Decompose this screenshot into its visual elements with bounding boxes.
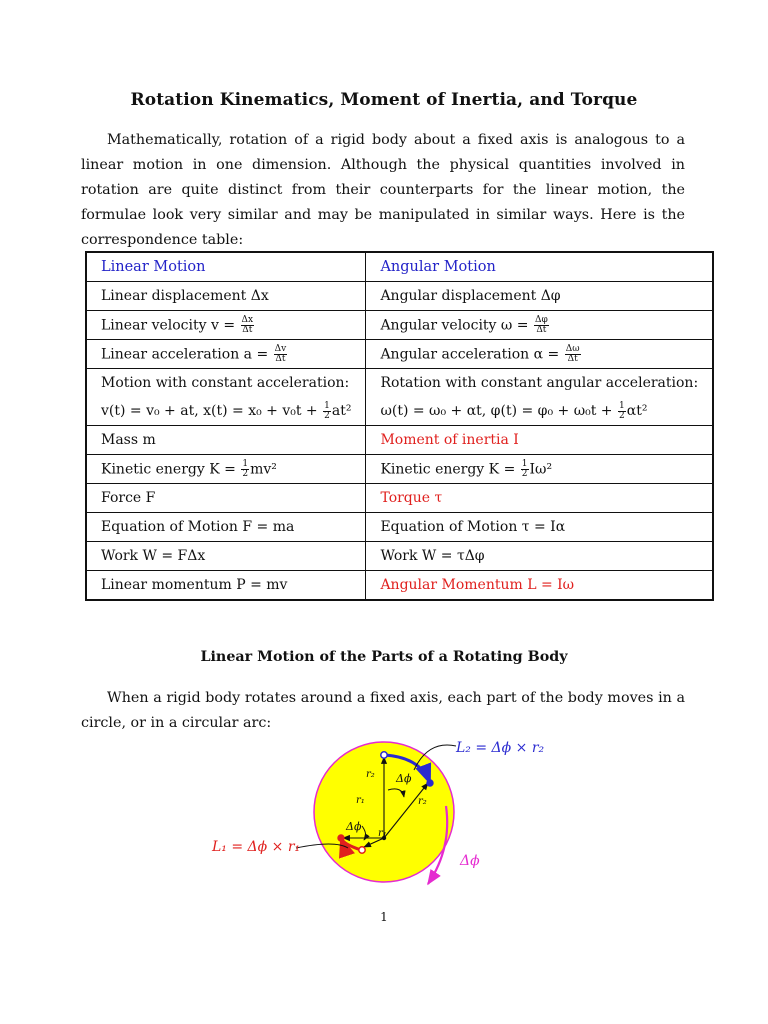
cell-work-linear: Work W = FΔx	[86, 542, 366, 571]
frac-den: Δt	[275, 353, 286, 364]
header-linear: Linear Motion	[86, 252, 366, 282]
frac-num: 1	[521, 458, 528, 469]
frac-den: 2	[619, 410, 625, 421]
label-L1: L₁ = Δϕ × r₁	[212, 839, 301, 855]
blue-point-start	[381, 752, 387, 758]
label-L2: L₂ = Δϕ × r₂	[456, 740, 545, 756]
constant-angular-heading: Rotation with constant angular acceleration:	[380, 375, 699, 391]
frac-num: Δω	[565, 343, 580, 354]
frac-num: 1	[619, 400, 625, 411]
label-dphi-outer: Δϕ	[460, 853, 480, 869]
blue-point-end	[427, 780, 433, 786]
label-r2-upper: r₂	[366, 769, 375, 780]
header-angular: Angular Motion	[366, 252, 713, 282]
frac-den: 2	[521, 468, 528, 479]
ke-text: Kinetic energy K =	[380, 461, 520, 477]
frac-den: Δt	[536, 324, 547, 335]
linear-acceleration-text: Linear acceleration a =	[101, 346, 273, 362]
frac-num: 1	[324, 400, 330, 411]
cell-force: Force F	[86, 484, 366, 513]
eq-tail: Iω²	[529, 461, 553, 477]
red-point-start	[359, 847, 365, 853]
cell-moment-of-inertia: Moment of inertia I	[366, 426, 713, 455]
eq-tail: at²	[331, 403, 352, 419]
cell-equation-linear: Equation of Motion F = ma	[86, 513, 366, 542]
frac-num: Δx	[241, 314, 254, 325]
cell-torque: Torque τ	[366, 484, 713, 513]
page-title: Rotation Kinematics, Moment of Inertia, and Torque	[130, 90, 638, 110]
frac-den: 2	[324, 410, 330, 421]
red-point-end	[338, 835, 344, 841]
eq-tail: αt²	[626, 403, 648, 419]
intro-text: Mathematically, rotation of a rigid body about a fixed axis is analogous to a linear motion in one dimension. Although the physical quantities involved in rotation are quite distinct from their counterparts for the linear motion, the formulae look very similar and may be manipulated in similar ways. Here is the correspondence table:	[81, 132, 685, 248]
cell-equation-angular: Equation of Motion τ = Iα	[366, 513, 713, 542]
constant-acceleration-eq: v(t) = v₀ + at, x(t) = x₀ + v₀t +	[101, 403, 323, 419]
frac-num: Δφ	[534, 314, 548, 325]
angular-velocity-text: Angular velocity ω =	[380, 317, 533, 333]
frac-den: 2	[242, 468, 249, 479]
page-number: 1	[380, 910, 388, 924]
linear-velocity-text: Linear velocity v =	[101, 317, 240, 333]
cell-mass: Mass m	[86, 426, 366, 455]
cell-linear-displacement: Linear displacement Δx	[86, 282, 366, 311]
cell-work-angular: Work W = τΔφ	[366, 542, 713, 571]
label-dphi-lower: Δϕ	[346, 820, 362, 833]
eq-tail: mv²	[250, 461, 277, 477]
cell-linear-momentum: Linear momentum P = mv	[86, 571, 366, 601]
frac-den: Δt	[567, 353, 578, 364]
cell-angular-displacement: Angular displacement Δφ	[366, 282, 713, 311]
frac-num: Δv	[274, 343, 287, 354]
body-paragraph-text: When a rigid body rotates around a fixed axis, each part of the body moves in a circle, or in a circular arc:	[81, 690, 685, 731]
frac-num: 1	[242, 458, 249, 469]
constant-acceleration-heading: Motion with constant acceleration:	[101, 375, 350, 391]
label-dphi-upper: Δϕ	[396, 772, 412, 785]
angular-acceleration-text: Angular acceleration α =	[380, 346, 564, 362]
constant-angular-eq: ω(t) = ω₀ + αt, φ(t) = φ₀ + ω₀t +	[380, 403, 617, 419]
cell-angular-momentum: Angular Momentum L = Iω	[366, 571, 713, 601]
label-r1-upper: r₁	[356, 795, 365, 806]
frac-den: Δt	[242, 324, 253, 335]
label-r1-lower: r₁	[378, 828, 387, 839]
ke-text: Kinetic energy K =	[101, 461, 241, 477]
section-title: Linear Motion of the Parts of a Rotating Body	[200, 649, 568, 665]
label-r2-lower: r₂	[418, 796, 427, 807]
